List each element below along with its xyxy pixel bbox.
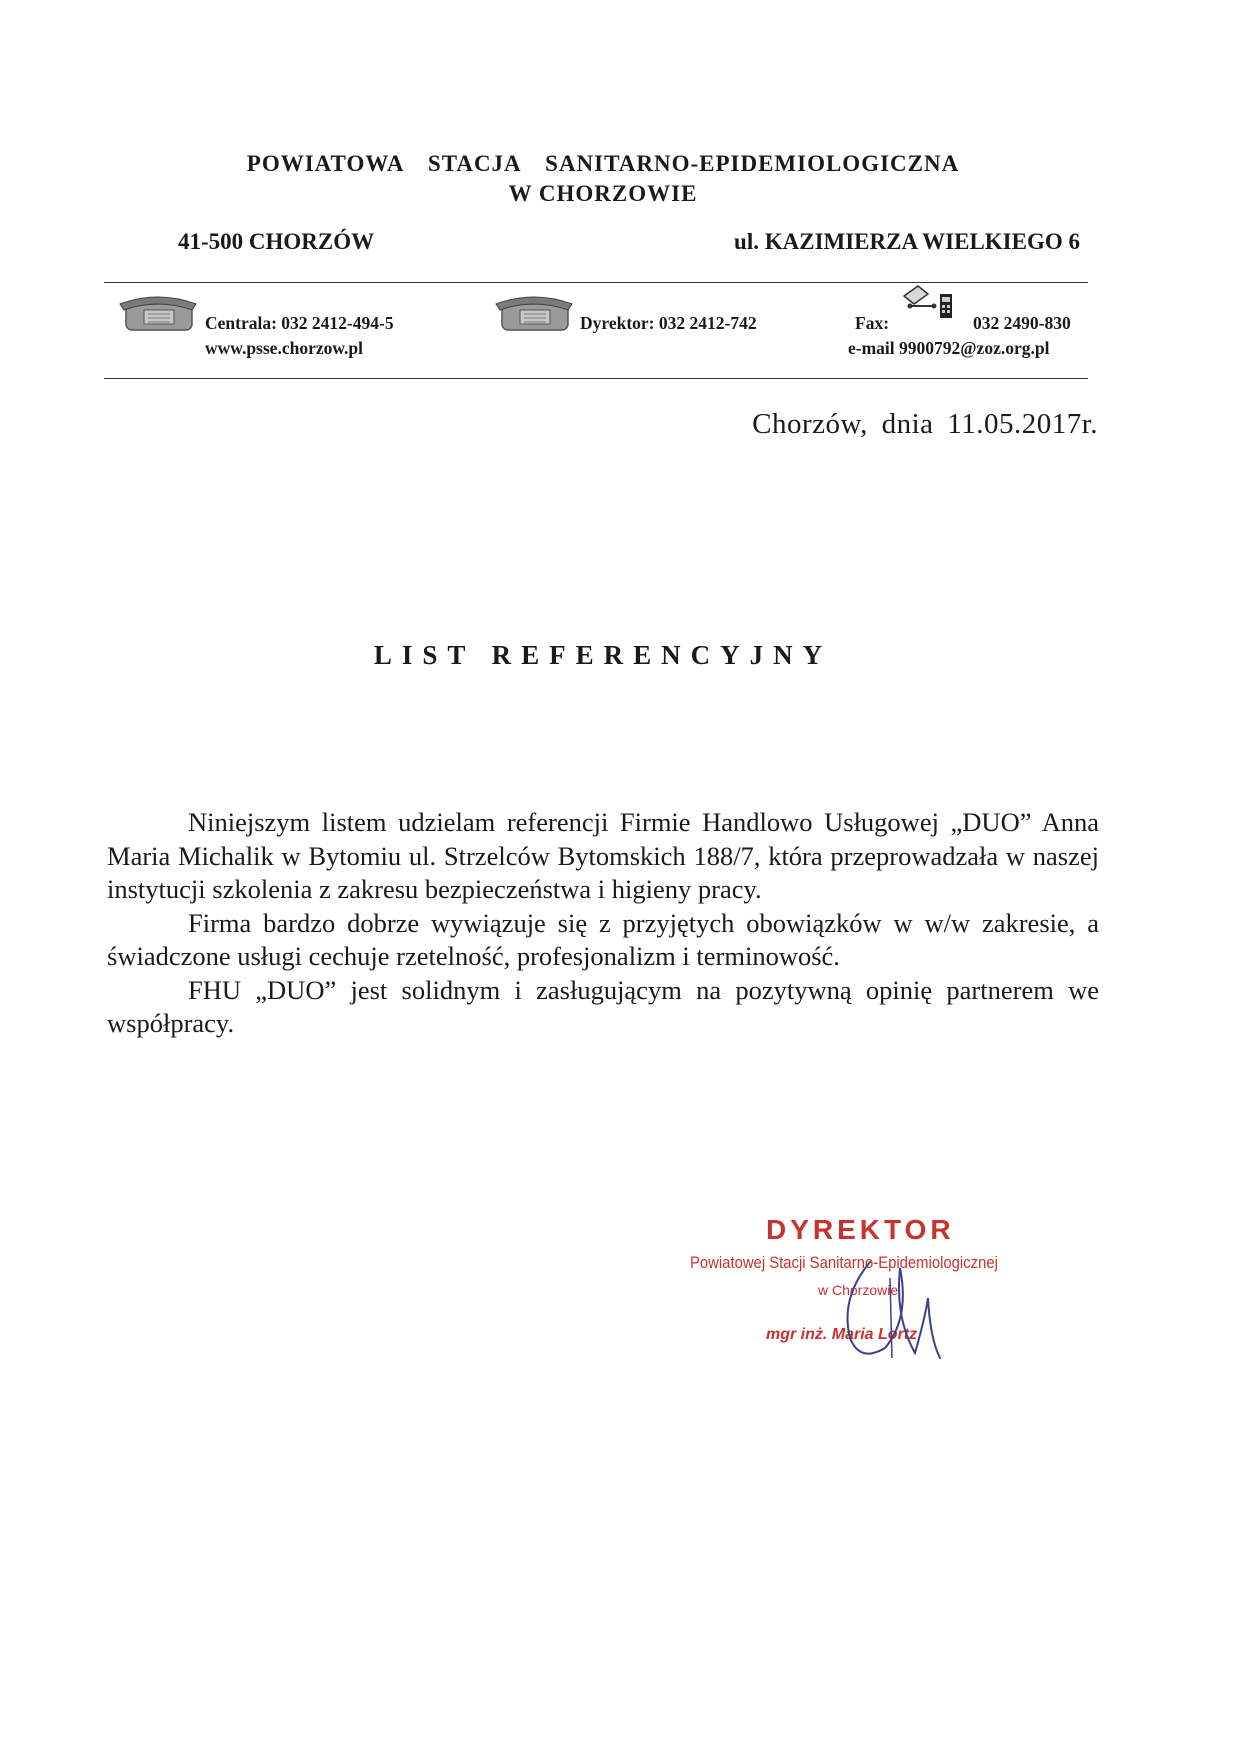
stamp-institution: Powiatowej Stacji Sanitarno-Epidemiologicznej: [690, 1254, 998, 1272]
letter-body: [107, 806, 1099, 1041]
handwritten-signature: [830, 1258, 960, 1368]
director-phone: Dyrektor: 032 2412-742: [580, 313, 757, 333]
telephone-icon: [118, 292, 198, 334]
email-address[interactable]: e-mail 9900792@zoz.org.pl: [848, 338, 1050, 358]
telephone-icon: [494, 292, 574, 334]
letter-date: Chorzów, dnia 11.05.2017r.: [752, 408, 1098, 440]
institution-name: POWIATOWA STACJA SANITARNO-EPIDEMIOLOGICZNA: [246, 151, 960, 176]
body-paragraph: FHU „DUO” jest solidnym i zasługującym na pozytywną opinię partnerem we współpracy.: [107, 974, 1099, 1038]
header-divider-bottom: [104, 378, 1088, 379]
body-paragraph: Niniejszym listem udzielam referencji Firmie Handlowo Usługowej „DUO” Anna Maria Michalik w Bytomiu ul. Strzelców Bytomskich 188/7, która przeprowadzała w naszej instytucji szkolenia z zakresu bezpieczeństwa i higieny pracy.: [107, 807, 1099, 904]
fax-label: Fax:: [855, 313, 890, 333]
header-divider-top: [104, 282, 1088, 283]
institution-city-line: W CHORZOWIE: [508, 181, 698, 206]
fax-machine-icon: [900, 284, 956, 324]
stamp-title: DYREKTOR: [766, 1214, 955, 1245]
central-phone: Centrala: 032 2412-494-5: [205, 313, 394, 333]
body-paragraph: Firma bardzo dobrze wywiązuje się z przyjętych obowiązków w w/w zakresie, a świadczone usługi cechuje rzetelność, profesjonalizm i terminowość.: [107, 907, 1099, 971]
website-link[interactable]: www.psse.chorzow.pl: [205, 338, 363, 358]
stamp-city: w Chorzowie: [818, 1282, 899, 1298]
document-title: LIST REFERENCYJNY: [373, 640, 833, 670]
postal-code-city: 41-500 CHORZÓW: [178, 229, 375, 254]
street-address: ul. KAZIMIERZA WIELKIEGO 6: [734, 229, 1080, 254]
fax-number: 032 2490-830: [973, 313, 1071, 333]
stamp-signer: mgr inż. Maria Lortz: [766, 1326, 918, 1343]
